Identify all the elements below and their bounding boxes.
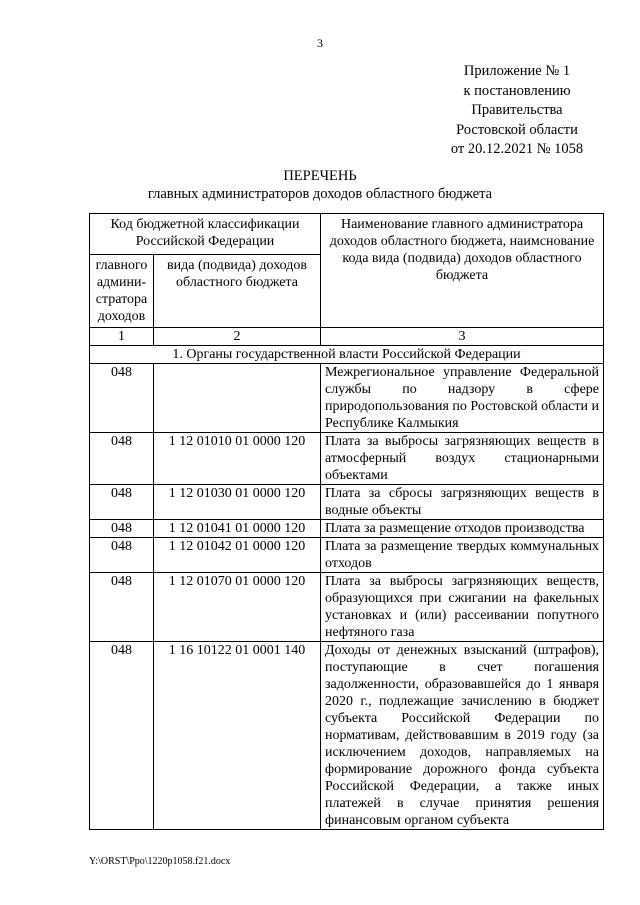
title-heading: ПЕРЕЧЕНЬ	[283, 168, 357, 184]
name-cell: Плата за выбросы загрязняющих веществ, образующихся при сжигании на факельных установках и (или) рассеивании попутного нефтяного газа	[321, 573, 604, 642]
admin-code-cell: 048	[90, 538, 154, 573]
admin-code-cell: 048	[90, 642, 154, 830]
revenue-code-cell: 1 12 01030 01 0000 120	[154, 485, 321, 520]
table-header-row	[90, 214, 604, 255]
revenue-code-cell: 1 12 01010 01 0000 120	[154, 433, 321, 485]
appendix-line: к постановлению	[463, 82, 571, 99]
name-cell: Плата за размещение твердых коммунальных отходов	[321, 538, 604, 573]
appendix-line: Приложение № 1	[463, 63, 571, 79]
header-name: Наименование главного администратора доходов областного бюджета, наимснование кода вида (подвида) доходов областного бюджета	[321, 214, 604, 328]
section-title: 1. Органы государственной власти Российской Федерации	[90, 346, 604, 364]
revenue-code-cell	[154, 364, 321, 433]
table-row	[90, 642, 604, 830]
header-admin: главного админи-стратора доходов	[90, 255, 154, 328]
appendix-line: от 20.12.2021 № 1058	[450, 141, 584, 157]
revenue-code-cell: 1 12 01042 01 0000 120	[154, 538, 321, 573]
name-cell: Плата за размещение отходов производства	[321, 520, 604, 538]
admin-code-cell: 048	[90, 485, 154, 520]
admin-code-cell: 048	[90, 520, 154, 538]
document-title	[0, 167, 640, 203]
table-row	[90, 520, 604, 538]
table-row	[90, 364, 604, 433]
column-number-row	[90, 328, 604, 346]
name-cell: Плата за выбросы загрязняющих веществ в атмосферный воздух стационарными объектами	[321, 433, 604, 485]
section-row	[90, 346, 604, 364]
header-kbk: Код бюджетной классификации Российской Федерации	[90, 214, 321, 255]
header-kind: вида (подвида) доходов областного бюджета	[154, 255, 321, 328]
name-cell: Доходы от денежных взысканий (штрафов), поступающие в счет погашения задолженности, образовавшейся до 1 января 2020 г., подлежащие зачислению в бюджет субъекта Российской Федерации по нормативам, действовавшим в 2019 году (за исключением доходов, направляемых на формирование дорожного фонда субъекта Российской Федерации, а также иных платежей в случае принятия решения финансовым органом субъекта	[321, 642, 604, 830]
admin-code-cell: 048	[90, 573, 154, 642]
column-number: 2	[154, 328, 321, 346]
table-row	[90, 485, 604, 520]
admin-code-cell: 048	[90, 364, 154, 433]
appendix-line: Ростовской области	[456, 121, 578, 138]
column-number: 1	[90, 328, 154, 346]
revenue-code-cell: 1 12 01041 01 0000 120	[154, 520, 321, 538]
title-subheading: главных администраторов доходов областного бюджета	[147, 186, 493, 202]
revenue-administrators-table	[89, 213, 604, 830]
page-number: 3	[317, 36, 323, 50]
table-row	[90, 538, 604, 573]
name-cell: Плата за сбросы загрязняющих веществ в водные объекты	[321, 485, 604, 520]
admin-code-cell: 048	[90, 433, 154, 485]
table-row	[90, 433, 604, 485]
name-cell: Межрегиональное управление Федеральной службы по надзору в сфере природопользования по Ростовской области и Республике Калмыкия	[321, 364, 604, 433]
table-row	[90, 573, 604, 642]
column-number: 3	[321, 328, 604, 346]
revenue-code-cell: 1 16 10122 01 0001 140	[154, 642, 321, 830]
appendix-line: Правительства	[471, 102, 563, 118]
file-path-footer: Y:\ORST\Ppo\1220p1058.f21.docx	[89, 856, 231, 867]
appendix-block	[440, 62, 594, 160]
revenue-code-cell: 1 12 01070 01 0000 120	[154, 573, 321, 642]
